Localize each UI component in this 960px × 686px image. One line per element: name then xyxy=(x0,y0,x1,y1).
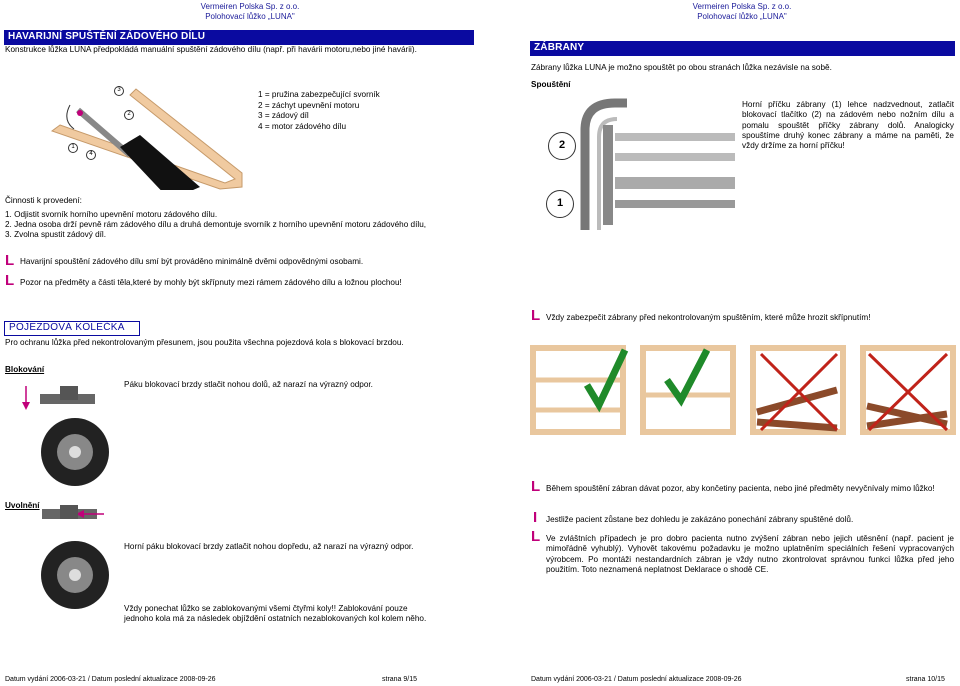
castor-released-image xyxy=(20,505,110,620)
backrest-diagram xyxy=(50,75,250,190)
emergency-title-bar: HAVARIJNÍ SPUŠTĚNÍ ZÁDOVÉHO DÍLU xyxy=(4,30,474,45)
footer-date-left: Datum vydání 2006-03-21 / Datum poslední aktualizace 2008-09-26 xyxy=(5,676,216,683)
page-header-right xyxy=(632,2,852,21)
lock-title: Blokování xyxy=(5,365,45,374)
diagram-badge-1: 1 xyxy=(68,143,78,153)
castor-fork-shape xyxy=(60,505,78,519)
steps-title: Činnosti k provedení: xyxy=(5,196,82,205)
rail-example-wrong-2 xyxy=(863,348,953,432)
lowering-title: Spouštění xyxy=(531,80,571,89)
castors-intro: Pro ochranu lůžka před nekontrolovaným přesunem, jsou použita všechna pojezdová kola s blokovací brzdou. xyxy=(5,338,404,347)
rails-intro: Zábrany lůžka LUNA je možno spouštět po obou stranách lůžka nezávisle na sobě. xyxy=(531,63,832,72)
header-product: Polohovací lůžko „LUNA" xyxy=(205,11,295,21)
rails-title-bar: ZÁBRANY xyxy=(530,41,955,56)
lowering-text: Horní příčku zábrany (1) lehce nadzvednout, zatlačit blokovací tlačítko (2) na zádovém nebo nožním dílu a pomalu spouštět příčky zábrany dolů. Analogicky spouštíme druhý konec zábrany a máme na paměti, že vždy držíme za horní příčku! xyxy=(742,100,954,150)
lock-text: Páku blokovací brzdy stlačit nohou dolů, až narazí na výrazný odpor. xyxy=(124,380,373,389)
rail-bar-shape xyxy=(615,177,735,189)
warning-icon: L xyxy=(531,528,541,545)
motor-body-shape xyxy=(120,135,200,190)
footer-date-right: Datum vydání 2006-03-21 / Datum poslední aktualizace 2008-09-26 xyxy=(531,676,742,683)
footer-page-left: strana 9/15 xyxy=(382,676,418,683)
header-product: Polohovací lůžko „LUNA" xyxy=(697,11,787,21)
castor-locked-image xyxy=(20,384,110,494)
rail-usage-examples xyxy=(517,340,957,440)
warning-special: Ve zvláštních případech je pro dobro pacienta nutno zvýšení zábran nebo jejich utěsnění (např. pacient je mimořádně vyhublý). Vyhovět takovému požadavku je možno uplatněním speciálních řešení vypracovaných výrobcem. Po montáži nestandardních zábran je vždy nutno zkontrolovat správnou funkci lůžka před jeho použitím. Toto neznamená neplatnost Deklarace o shodě CE. xyxy=(546,534,954,574)
castors-title-bar: POJEZDOVÁ KOLEČKA xyxy=(4,321,140,336)
callout-badge-2: 2 xyxy=(548,132,576,160)
legend-item: 4 = motor zádového dílu xyxy=(258,121,347,131)
legend-item: 3 = zádový díl xyxy=(258,111,309,121)
spring-shape xyxy=(67,105,74,129)
warning-icon: L xyxy=(531,307,541,324)
step-item: 3. Zvolna spustit zádový díl. xyxy=(5,229,107,239)
warning-limbs: Během spouštění zábran dávat pozor, aby končetiny pacienta, nebo jiné předměty nevyčnívaly mimo lůžko! xyxy=(546,484,935,493)
warning-icon: L xyxy=(531,478,541,495)
steps-list xyxy=(5,210,428,240)
step-item: 2. Jedna osoba drží pevně rám zádového dílu a druhá demontuje svorník z horního upevnění motoru zádového dílu, xyxy=(5,219,427,229)
rail-post-shape xyxy=(603,125,613,225)
emergency-intro: Konstrukce lůžka LUNA předpokládá manuální spuštění zádového dílu (např. při havárii motoru,nebo jiné havárii). xyxy=(5,45,417,54)
rail-bar-shape xyxy=(615,133,735,141)
release-title: Uvolnění xyxy=(5,501,40,510)
step-item: 1. Odjistit svorník horního upevnění motoru zádového dílu. xyxy=(5,210,218,219)
wheel-axle-shape xyxy=(69,446,81,458)
rail-example-ok-1 xyxy=(533,348,625,432)
pin-shape xyxy=(77,110,83,116)
arrow-down-icon xyxy=(22,402,30,410)
warning-icon: I xyxy=(533,509,538,526)
rail-example-wrong-1 xyxy=(753,348,843,432)
diagram-badge-2: 2 xyxy=(124,110,134,120)
warning-icon: L xyxy=(5,252,15,269)
footer-page-right: strana 10/15 xyxy=(906,676,945,683)
legend-item: 1 = pružina zabezpečující svorník xyxy=(258,90,380,99)
diagram-badge-4: 4 xyxy=(86,150,96,160)
warning-unattended: Jestliže pacient zůstane bez dohledu je zakázáno ponechání zábrany spuštěné dolů. xyxy=(546,515,854,524)
side-rail-image xyxy=(555,85,735,235)
warning-icon: L xyxy=(5,272,15,289)
diagram-legend xyxy=(258,90,458,133)
legend-item: 2 = záchyt upevnění motoru xyxy=(258,100,360,110)
diagram-badge-3: 3 xyxy=(114,86,124,96)
final-note: Vždy ponechat lůžko se zablokovanými všemi čtyřmi koly!! Zablokování pouze jednoho kola má za následek objíždění ostatních nezablokovaných kol kolem něho. xyxy=(124,604,427,624)
header-company: Vermeiren Polska Sp. z o.o. xyxy=(692,2,792,11)
warning-pinch: Pozor na předměty a části těla,které by mohly být skřípnuty mezi rámem zádového dílu a ložnou plochou! xyxy=(20,278,402,287)
callout-badge-1: 1 xyxy=(546,190,574,218)
wheel-axle-shape xyxy=(69,569,81,581)
header-company: Vermeiren Polska Sp. z o.o. xyxy=(200,2,300,11)
release-text: Horní páku blokovací brzdy zatlačit nohou dopředu, až narazí na výrazný odpor. xyxy=(124,542,414,551)
rail-bar-shape xyxy=(615,200,735,208)
warning-two-persons: Havarijní spouštění zádového dílu smí být prováděno minimálně dvěmi odpovědnými osobami. xyxy=(20,257,364,266)
rail-bar-shape xyxy=(615,153,735,161)
rail-example-ok-2 xyxy=(643,348,733,432)
warning-secure-rails: Vždy zabezpečit zábrany před nekontrolovaným spuštěním, které může hrozit skřípnutím! xyxy=(546,313,871,322)
page-header-left xyxy=(140,2,360,21)
castor-fork-shape xyxy=(60,386,78,400)
